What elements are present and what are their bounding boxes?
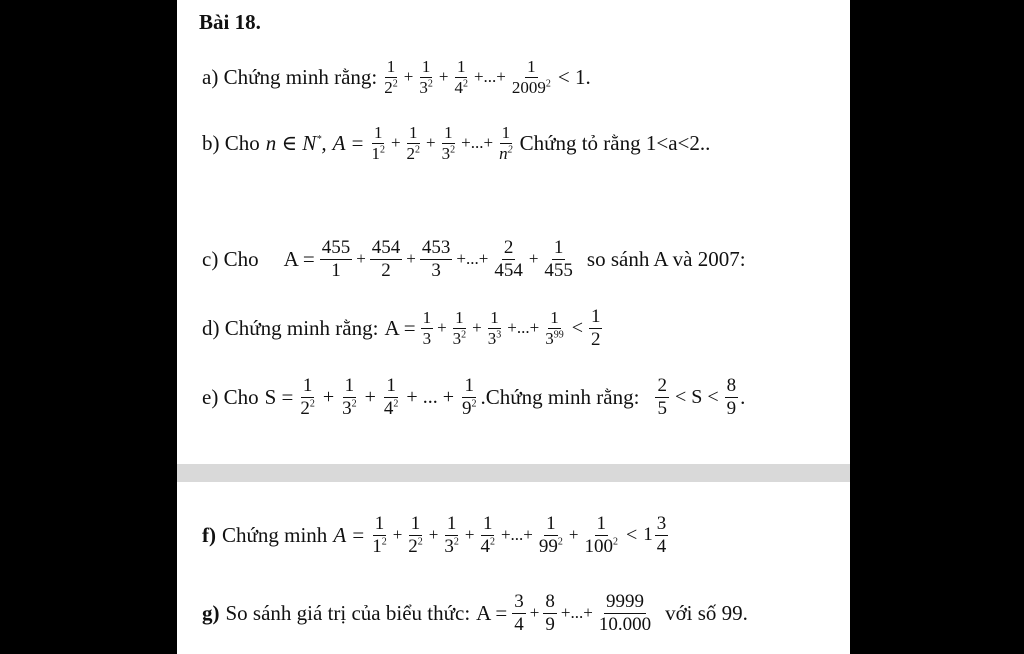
exercise-title: Bài 18. xyxy=(199,10,261,34)
fraction: $\frac{1}{2^2}$ xyxy=(408,513,423,557)
problem-c: c) Cho A = $\frac{455}{1}$ + $\frac{454}{2}$ + $\frac{453}{3}$ +...+ $\frac{2}{454}$ + $\frac{1}{455}$ so sánh A và 2007: xyxy=(199,238,749,281)
fraction: $\frac{1}{3^{99}}$ xyxy=(545,308,564,348)
problem-e-lhs: S = xyxy=(264,384,294,409)
problem-c-lhs: A = xyxy=(283,246,315,271)
fraction: $\frac{3}{4}$ xyxy=(514,591,524,635)
fraction: $\frac{1}{1^2}$ xyxy=(371,123,385,163)
fraction: $\frac{1}{3^2}$ xyxy=(444,513,459,557)
problem-e-middle: .Chứng minh rằng: xyxy=(480,384,640,409)
problem-d: d) Chứng minh rằng: A = $\frac{1}{3}$ + $\frac{1}{3^2}$ + $\frac{1}{3^3}$ +...+ $\frac{1}{3^{99}}$ < $\frac{1}{2}$ xyxy=(199,307,604,350)
fraction: $\frac{1}{4^2}$ xyxy=(454,57,468,97)
problem-f-label: Chứng minh xyxy=(222,522,328,547)
fraction: $\frac{1}{4^2}$ xyxy=(480,513,495,557)
fraction: $\frac{454}{2}$ xyxy=(371,237,401,281)
problem-f-letter: f) xyxy=(202,522,216,547)
problem-g-letter: g) xyxy=(202,600,220,625)
problem-g-label: So sánh giá trị của biểu thức: xyxy=(225,600,471,625)
problem-b-lhs: A = xyxy=(332,130,365,155)
fraction: $\frac{2}{454}$ xyxy=(494,237,523,281)
fraction: $\frac{455}{1}$ xyxy=(321,237,351,281)
fraction: $\frac{8}{9}$ xyxy=(545,591,555,635)
fraction: $\frac{1}{4^2}$ xyxy=(383,375,399,419)
problem-g-ending: với số 99. xyxy=(665,600,748,625)
fraction: $\frac{1}{3^2}$ xyxy=(452,308,467,348)
problem-d-label: d) Chứng minh rằng: xyxy=(202,315,379,340)
fraction: $\frac{1}{455}$ xyxy=(544,237,573,281)
fraction: $\frac{1}{2^2}$ xyxy=(406,123,421,163)
fraction: $\frac{1}{100^2}$ xyxy=(584,513,618,557)
problem-d-lhs: A = xyxy=(384,315,416,340)
fraction: $\frac{8}{9}$ xyxy=(726,375,737,419)
fraction: $\frac{1}{2^2}$ xyxy=(384,57,398,97)
problem-g: g) So sánh giá trị của biểu thức: A = $\frac{3}{4}$ + $\frac{8}{9}$ +...+ $\frac{9999}{10.000}$ với số 99. xyxy=(199,592,751,635)
document-page xyxy=(177,0,850,654)
fraction: $\frac{9999}{10.000}$ xyxy=(598,591,652,635)
fraction: $\frac{1}{1^2}$ xyxy=(372,513,387,557)
problem-e-label: e) Cho xyxy=(202,384,259,409)
fraction: $\frac{1}{3^2}$ xyxy=(441,123,456,163)
mixed-number-whole: 1 xyxy=(643,524,653,546)
fraction: $\frac{1}{3}$ xyxy=(422,308,432,348)
fraction: $\frac{1}{2^2}$ xyxy=(300,375,315,419)
problem-f: f) Chứng minh A = $\frac{1}{1^2}$ + $\frac{1}{2^2}$ + $\frac{1}{3^2}$ + $\frac{1}{4^2}$ +...+ $\frac{1}{99^2}$ + $\frac{1}{100^2}$ < 1 $\frac{3}{4}$ xyxy=(199,514,670,557)
problem-a-label: a) Chứng minh rằng: xyxy=(202,64,378,89)
problem-b-label: b) Cho xyxy=(202,130,260,155)
fraction: $\frac{1}{9^2}$ xyxy=(461,375,477,419)
problem-a: a) Chứng minh rằng: $\frac{1}{2^2}$ + $\frac{1}{3^2}$ + $\frac{1}{4^2}$ +...+ $\frac{1}{2009^2}$ < 1. xyxy=(199,58,594,97)
fraction: $\frac{3}{4}$ xyxy=(656,513,667,557)
fraction: $\frac{2}{5}$ xyxy=(657,375,667,419)
problem-e: e) Cho S = $\frac{1}{2^2}$ + $\frac{1}{3^2}$ + $\frac{1}{4^2}$ + ... + $\frac{1}{9^2}$ .Chứng minh rằng: $\frac{2}{5}$ < S < $\frac{8}{9}$ . xyxy=(199,376,745,419)
problem-f-lhs: A = xyxy=(333,522,366,547)
problem-a-ending: < 1. xyxy=(557,64,591,89)
problem-b-ending: Chứng tỏ rằng 1<a<2.. xyxy=(519,130,711,155)
fraction: $\frac{453}{3}$ xyxy=(421,237,451,281)
problem-g-lhs: A = xyxy=(476,600,508,625)
fraction: $\frac{1}{99^2}$ xyxy=(538,513,563,557)
fraction: $\frac{1}{3^2}$ xyxy=(342,375,357,419)
problem-c-label: c) Cho xyxy=(202,246,259,271)
fraction: $\frac{1}{3^3}$ xyxy=(487,308,502,348)
problem-b: b) Cho n ∈ N*, A = $\frac{1}{1^2}$ + $\frac{1}{2^2}$ + $\frac{1}{3^2}$ +...+ $\frac{1}{n^2}$ Chứng tỏ rằng 1<a<2.. xyxy=(199,124,713,163)
page-break-divider xyxy=(177,464,850,482)
problem-c-ending: so sánh A và 2007: xyxy=(586,246,746,271)
problem-b-condition: n ∈ N*, xyxy=(265,130,327,155)
fraction: $\frac{1}{n^2}$ xyxy=(499,123,513,163)
fraction: $\frac{1}{3^2}$ xyxy=(419,57,433,97)
fraction: $\frac{1}{2009^2}$ xyxy=(511,57,551,97)
fraction: $\frac{1}{2}$ xyxy=(590,306,601,350)
